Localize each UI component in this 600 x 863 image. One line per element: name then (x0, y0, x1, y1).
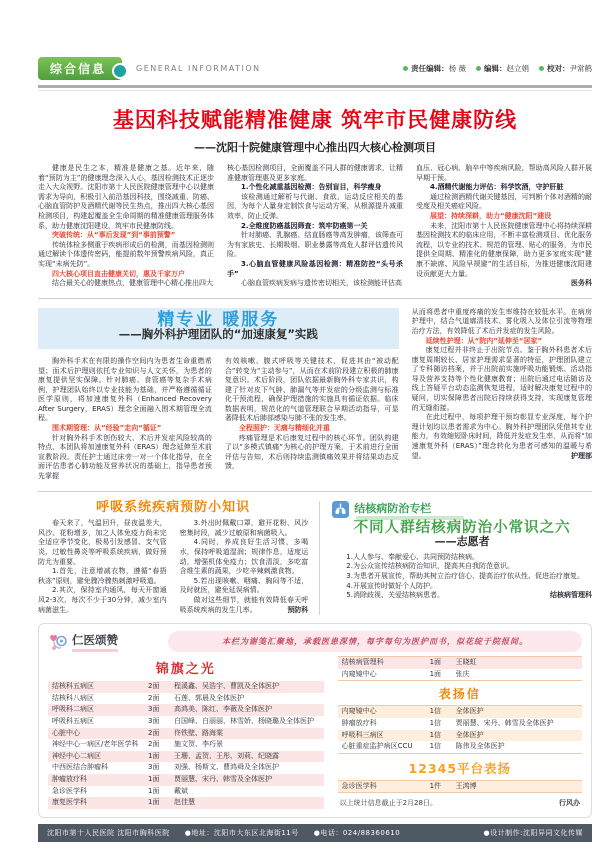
platform12345-title: 12345平台表扬 (408, 760, 512, 776)
editor-name: 赵立娟 (506, 64, 529, 73)
banner-rows (48, 681, 324, 809)
paragraph: 延续性护理：从“院内”延伸至“居家” (425, 336, 543, 345)
row-names: 全体医护 (455, 707, 484, 716)
table-row (338, 706, 582, 718)
tb-items (332, 553, 592, 601)
respiratory-column-1 (38, 519, 167, 615)
row-department: 肿瘤放疗科 (52, 774, 87, 783)
letters-rows (338, 705, 582, 753)
praise-logo (48, 632, 158, 652)
praise-note: 本栏为谢笺汇聚地，承载医患深情，每字每句为医护而书，似花绽于院报间。 (168, 631, 582, 652)
editor-label: 编辑： (484, 64, 507, 73)
article1-column-1 (38, 164, 214, 289)
row-department: 中西医结合肿瘤科 (52, 763, 108, 772)
bullet-icon (403, 66, 408, 71)
row-department: 急诊医学科 (52, 786, 87, 795)
paragraph: 心脑血管疾病发病与遗传密切相关，该检测能评估高 (241, 279, 402, 288)
paragraph: 四大核心项目直击健康关切，惠及千家万户 (52, 269, 185, 278)
table-row (48, 751, 324, 763)
article1-column-3 (416, 164, 592, 289)
paragraph: 核心基因检测项目，全面覆盖不同人群的健康需求，让精准健康管理惠及更多家庭。 (227, 164, 403, 182)
stat-note-sign: 行风办 (559, 799, 580, 808)
footer-hospital-info: 沈阳市第十人民医院 沈阳市胸科医院 ●地址：沈阳市大东区北海街11号 ●电话：024/88360610 (47, 828, 401, 837)
table-row (48, 774, 324, 786)
stat-note-text: 以上统计信息截止于2月28日。 (339, 799, 437, 808)
bullet-icon (539, 66, 544, 71)
paragraph: 4.开展宣传时做好个人防护。 (346, 581, 437, 590)
stethoscope-heart-icon (48, 632, 68, 652)
paragraph: 围术期管理：从“经验”走向“循证” (52, 424, 162, 433)
row-count: 1面 (148, 798, 160, 807)
paragraph: 1.个性化减重基因检测：告别盲目，科学瘦身 (241, 183, 382, 192)
section-divider (38, 491, 592, 492)
paragraph: 从而将患者中重度疼痛的发生率维持在较低水平。在病房护理中，结合气道廓清技术、雾化吸入及体位引流等物理治疗方法，有效降低了术后并发症的发生风险。 (411, 307, 592, 335)
table-row (338, 657, 582, 669)
paragraph: 传统体检多侧重于疾病形成后的检测，而基因检测则通过解读个体遗传密码，能提前数年预警疾病风险，真正实现“未病先防”。 (38, 240, 214, 268)
paragraph: 胸外科手术在有限的操作空间内为患者生命重燃希望；而术后护理则依托专业知识与人文关怀，为患者的康复提供坚实保障。针对肺癌、食管癌等复杂手术病例，护理团队始终以专业技能为基础，并严格遵循循证医学原则，将加速康复外科（Enhanced Recovery After Surgery，ERAS）理念全面融入围术期管理全流程。 (38, 356, 212, 423)
row-names: 白国峰、白丽丽、林雪娇、杨晓璐及全体医护 (174, 716, 314, 725)
editor-item (403, 63, 466, 74)
bullet-icon (476, 66, 481, 71)
row-department: 内窥镜中心 (341, 669, 377, 678)
paragraph: 全程照护：无痛与精细化并重 (238, 424, 330, 433)
table-row (48, 762, 324, 774)
paragraph: 2.其次，保持室内通风，每天开窗通风2-3次，每次不少于30分钟，减少室内病菌滋生。 (38, 586, 167, 614)
row-count: 2面 (148, 682, 160, 691)
row-names: 佟铁壁、路海棠 (174, 728, 223, 737)
respiratory-title: 呼吸系统疾病预防小知识 (96, 499, 251, 515)
paragraph: 未来，沈阳市第十人民医院健康管理中心将持续深耕基因检测技术的临床应用，不断丰富检测项目、优化服务流程，以专业的技术、规范的管理、贴心的服务，为市民提供全周期、精准化的健康保障，助力更多家庭实现“健康不缺席、风险早规避”的生活目标，为推进健康沈阳建设贡献更大力量。 (416, 221, 592, 278)
row-names: 贾丽慧、宋丹、韩雪及全体医护 (174, 774, 272, 783)
section-badge-label: 综合信息 (50, 62, 107, 76)
article2-column-3 (412, 308, 592, 482)
row-names: 王晓虹 (455, 658, 477, 667)
row-names: 施文贺、李巧景 (174, 740, 223, 749)
respiratory-box (38, 501, 319, 616)
footer-design-credit: ●设计制作:沈阳异同文化传媒 (483, 828, 583, 837)
table-row (48, 693, 324, 705)
row-names: 石莲、郭晨及全体医护 (174, 693, 244, 702)
paragraph: 5.消除歧视、关爱结核病患者。 (346, 591, 444, 600)
paragraph: 康复过程并非终止于出院节点。鉴于胸外科患者术后康复周期较长、居家护理需求显著的特征，护理团队建立了专科随访档案，并于出院前实施呼吸功能锻炼、活动指导及营养支持等个性化健康教育；出院后通过电话随访及线上答疑平台动态监测恢复进程，适时解决康复过程中的疑问，切实保障患者出院后持续获得支持，实现康复管理的无缝衔接。 (411, 346, 592, 412)
paragraph: 针对肺癌、乳腺癌、结直肠癌等高发肿瘤，该筛查可为有家族史、长期吸烟、职业暴露等高危人群评估遗传风险。 (227, 231, 403, 259)
article1-column-2 (227, 164, 403, 289)
article1-title: 基因科技赋能精准健康 筑牢市民健康防线 (112, 108, 518, 132)
row-count: 1面 (429, 658, 442, 667)
paragraph: 结核病管理科 (550, 591, 592, 600)
praise-section (38, 623, 592, 818)
row-names: 王鸿博 (455, 781, 477, 790)
row-department: 呼吸科五病区 (52, 716, 94, 725)
table-row (48, 716, 324, 728)
banner-rows-continued (338, 656, 582, 681)
paragraph: 在此过程中，每项护理干预均彰显专业深度，每个护理计划均以患者需求为中心。胸外科护理团队凭借其专业能力，有效缩短卧床时间，降低并发症发生率，从而将“加速康复外科（ERAS）”理念转化为患者可感知的温暖与希望。 (411, 413, 592, 460)
tb-title: 不同人群结核病防治小常识之六 (353, 519, 571, 536)
table-row (338, 781, 582, 793)
letters-title: 表扬信 (438, 687, 481, 702)
row-names: 张庆 (455, 669, 470, 678)
row-department: 康复医学科 (52, 798, 87, 807)
table-row (338, 669, 582, 681)
editor-name: 杨 薇 (448, 64, 466, 73)
paragraph: 2.为公众宣传结核病防治知识，提高其自我防范意识。 (346, 562, 514, 571)
table-row (48, 797, 324, 809)
table-row (338, 730, 582, 742)
table-row (48, 728, 324, 740)
row-department: 肿瘤放疗科 (341, 718, 377, 727)
row-department: 结核科五病区 (52, 682, 94, 691)
row-department: 呼吸科三病区 (341, 730, 384, 739)
editor-name: 尹常鹤 (569, 64, 592, 73)
tb-subtitle: ——志愿者 (434, 535, 490, 549)
paragraph: 3.外出时佩戴口罩，避开花粉、风沙密集时段，减少过敏原和病菌吸入。 (179, 519, 309, 537)
row-count: 1信 (429, 718, 442, 727)
tb-badge-label: 结核病防治专栏 (354, 502, 432, 516)
row-names: 程溪鑫、吴浩宇、曹凯及全体医护 (174, 682, 279, 691)
paragraph: 突破传统：从“事后发现”到“事前预警” (52, 231, 176, 240)
article2-subtitle: ——胸外科护理团队的“加速康复”实践 (118, 327, 318, 342)
paragraph: 3.为患者开展宣传，帮助其树立治疗信心、提高治疗依从性、促进治疗康复。 (346, 572, 584, 580)
row-count: 1信 (429, 707, 442, 716)
paragraph: 结合最关心的健康热点，健康管理中心精心推出四大 (52, 279, 213, 288)
row-names: 全体医护 (455, 730, 484, 739)
paragraph: 该检测通过解析与代谢、食欲、运动反应相关的基因，为每个人量身定制饮食与运动方案，从根源提升减重效率，防止反弹。 (227, 192, 403, 220)
editor-item (539, 63, 592, 74)
row-department: 心脏中心 (52, 728, 80, 737)
row-department: 内窥镜中心 (341, 707, 377, 716)
row-department: 神经中心二病区 (52, 751, 101, 760)
editor-item (476, 63, 529, 74)
row-names: 贾丽慧、宋丹、韩雪及全体医护 (455, 718, 554, 727)
paragraph: 护理部 (571, 451, 592, 460)
paragraph: 5.若出现咳嗽、咽痛、胸闷等不适，及时就医，避免延误病情。 (179, 576, 309, 595)
paragraph: 有效咳嗽、腹式呼吸等关键技术，促进其由“被动配合”转变为“主动参与”，从而在术前阶段建立积极的肺康复意识。术后阶段，团队依据最新胸外科专家共识，构建了针对皮下气肿、肺漏气等并发症的分级监测与标准化干预流程，确保护理措施的实施具有循证依据。临床数据表明，规范化的气道管理联合早期活动指导，可显著降低术后肺部感染与肺不张的发生率。 (224, 356, 399, 423)
editor-label: 校对： (547, 64, 570, 73)
tips-section (38, 501, 592, 616)
row-department: 结核科八病区 (52, 693, 94, 702)
banner-table (48, 656, 324, 809)
masthead (38, 57, 592, 80)
row-names: 戴斌 (174, 786, 188, 795)
row-count: 2面 (148, 693, 160, 702)
section-badge (38, 57, 122, 80)
row-count: 3面 (148, 716, 160, 725)
table-row (338, 741, 582, 753)
table-row (48, 786, 324, 798)
paragraph: 3.心脑血管健康风险基因检测：精准防控“头号杀手” (227, 259, 403, 278)
table-row (48, 739, 324, 751)
editor-label: 责任编辑： (411, 64, 449, 73)
table-row (48, 681, 324, 693)
row-count: 1件 (429, 781, 442, 790)
row-count: 1信 (429, 742, 442, 751)
table-row (48, 704, 324, 716)
row-count: 3面 (148, 763, 160, 772)
article2-column-2 (225, 357, 399, 482)
paragraph: 春天来了，气温回升，昼夜温差大，风沙、花粉增多，加之人体免疫力尚未完全适应季节变化，极易引发感冒、支气管炎、过敏性鼻炎等呼吸系统疾病，做好预防尤为重要。 (38, 519, 167, 566)
paragraph: 4.同时，养成良好生活习惯，多喝水，保持呼吸道湿润；规律作息，适度运动，增强机体免疫力；饮食清淡，多吃富含维生素的蔬果，少吃辛辣刺激食物。 (179, 538, 309, 576)
paragraph: 通过检测酒精代谢关键基因，可判断个体对酒精的耐受度及相关癌症风险。 (416, 192, 592, 211)
row-count: 1面 (148, 774, 160, 783)
row-count: 2面 (148, 728, 160, 737)
row-department: 心脏重症监护病区CCU (341, 742, 413, 751)
header-rule (38, 85, 592, 91)
row-count: 3面 (148, 705, 160, 714)
tb-box (320, 501, 592, 616)
row-department: 急诊医学科 (341, 781, 377, 790)
row-count: 1面 (429, 669, 442, 678)
row-department: 结核病管理科 (341, 658, 384, 667)
row-count: 1面 (148, 786, 160, 795)
paragraph: 疼痛管理是术后康复过程中的核心环节。团队构建了以“多模式镇痛”为核心的护理方案，于术前进行全面评估与告知，术后则持续监测镇痛效果并将结果动态反馈， (224, 433, 399, 471)
row-names: 赵佳慧 (174, 798, 195, 807)
section-divider (38, 298, 592, 299)
article-nursing (38, 308, 592, 482)
row-count: 2面 (148, 740, 160, 749)
paragraph: 展望：持续深耕，助力“健康沈阳”建设 (430, 211, 552, 220)
stat-note (338, 798, 582, 808)
article-gene-health (38, 104, 592, 289)
paragraph: 预防科 (287, 605, 309, 614)
row-department: 呼吸科二病区 (52, 705, 94, 714)
paragraph: 2.全维度防癌基因筛查：筑牢防癌第一关 (241, 221, 368, 230)
paragraph: 4.酒精代谢能力评估：科学饮酒，守护肝脏 (430, 183, 564, 192)
praise-right-column (338, 656, 582, 809)
paragraph: 针对胸外科手术创伤较大、术后并发症风险较高的特点，本团队将加速康复外科（ERAS）理念延伸至术前宣教阶段。责任护士通过床旁一对一个体化指导，在全面评估患者心肺功能及营养状况的基础上，指导患者预先掌握 (38, 433, 212, 481)
respiratory-column-2 (180, 519, 309, 615)
paragraph: 医务科 (571, 279, 592, 288)
row-count: 1面 (148, 751, 160, 760)
badge-dot-icon (112, 63, 128, 79)
article2-title-box (38, 308, 399, 349)
table-row (338, 718, 582, 730)
editors-list (403, 63, 592, 74)
row-names: 高鸿美、陈红、李薇及全体医护 (174, 705, 272, 714)
paragraph: 做对这些细节，就能有效降低春天呼吸系统疾病的发生几率。 (179, 595, 309, 614)
row-names: 刘强、杨斯文、曹鸿舜及全体医护 (174, 763, 279, 772)
banner-title: 锦旗之光 (155, 662, 216, 678)
row-count: 1信 (429, 730, 442, 739)
article2-column-1 (38, 357, 212, 482)
row-department: 神经中心一病区/老年医学科 (52, 740, 139, 749)
footer-bar (38, 824, 592, 842)
lungs-icon (332, 501, 349, 518)
article1-subtitle: ——沈阳十院健康管理中心推出四大核心检测项目 (194, 141, 436, 154)
paragraph: 1.首先，注意增减衣物，遵循“春捂秋冻”原则，避免骤冷骤热刺激呼吸道。 (38, 567, 167, 585)
platform12345-rows (338, 780, 582, 794)
section-title-en: GENERAL INFORMATION (136, 64, 261, 73)
row-names: 王珊、孟贺、王彤、刘莉、纪晓露 (174, 751, 279, 760)
paragraph: 血压、冠心病、脑卒中等疾病风险，帮助高风险人群开展早期干预。 (416, 164, 592, 182)
paragraph: 健康是民生之本，精准是健康之基。近年来，随着“预防为主”的健康理念深入人心，基因检测技术正逐步走入大众视野。沈阳市第十人民医院健康管理中心以健康需求为导向，积极引入前沿基因科技，围绕减重、防癌、心脑血管防护及酒精代谢等民生热点，推出四大核心基因检测项目，构建起覆盖全生命周期的精准健康管理服务体系，助力健康沈阳建设，筑牢市民健康防线。 (38, 164, 214, 230)
paragraph: 1.人人参与、奉献爱心、共同预防结核病。 (346, 552, 479, 561)
article2-title: 精专业 暖服务 (157, 309, 280, 330)
praise-logo-label: 仁医颂赞 (72, 632, 118, 652)
row-names: 陈伟及全体医护 (455, 742, 505, 751)
